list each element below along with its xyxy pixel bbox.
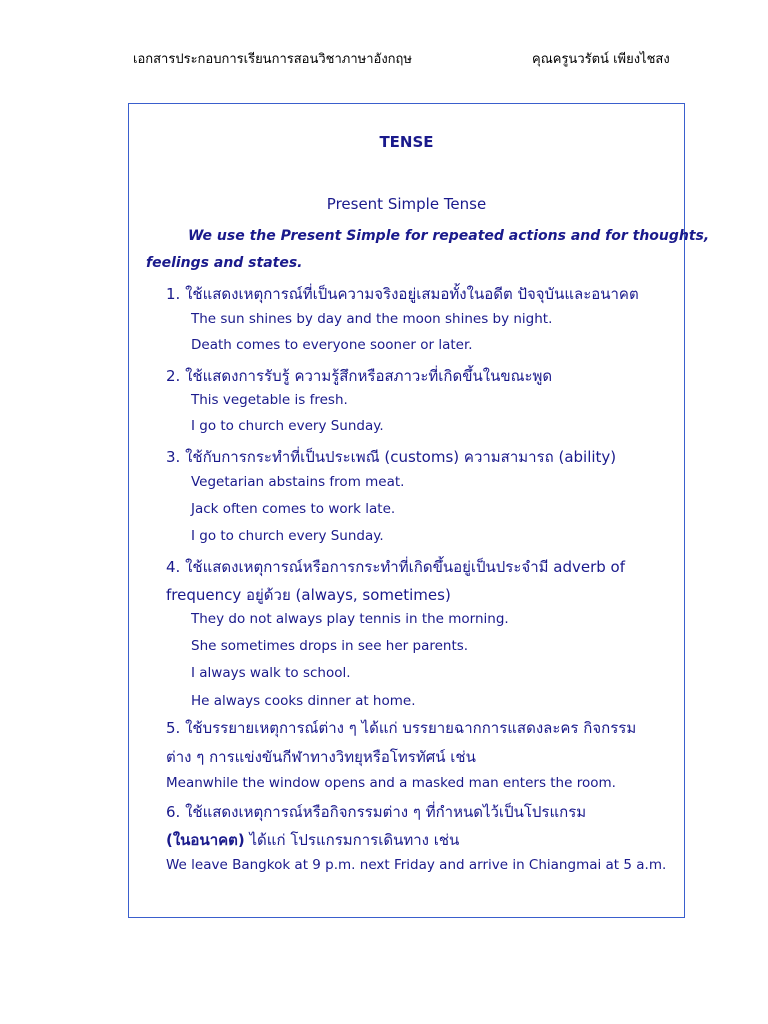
- rule-4-example-4: He always cooks dinner at home.: [191, 693, 416, 709]
- rule-6-line-2: [166, 828, 459, 852]
- rule-3-example-1: Vegetarian abstains from meat.: [191, 474, 405, 490]
- rule-6-future-label: (ในอนาคต): [166, 831, 245, 849]
- rule-4-line-2: frequency อยู่ด้วย (always, sometimes): [166, 586, 451, 604]
- header-course-title: เอกสารประกอบการเรียนการสอนวิชาภาษาอังกฤษ: [133, 52, 412, 67]
- rule-5-example-1: Meanwhile the window opens and a masked man enters the room.: [166, 775, 616, 791]
- rule-6-example-1: We leave Bangkok at 9 p.m. next Friday and arrive in Chiangmai at 5 a.m.: [166, 857, 667, 873]
- rule-4-example-3: I always walk to school.: [191, 665, 351, 681]
- rule-6-line-1: 6. ใช้แสดงเหตุการณ์หรือกิจกรรมต่าง ๆ ที่กำหนดไว้เป็นโปรแกรม: [166, 803, 587, 821]
- rule-2-example-1: This vegetable is fresh.: [191, 392, 348, 408]
- rule-5-line-1: 5. ใช้บรรยายเหตุการณ์ต่าง ๆ ได้แก่ บรรยายฉากการแสดงละคร กิจกรรม: [166, 719, 637, 737]
- page-title: TENSE: [379, 133, 434, 151]
- header-teacher-name: คุณครูนวรัตน์ เพียงไชสง: [532, 52, 670, 67]
- rule-5-line-2: ต่าง ๆ การแข่งขันกีฬาทางวิทยุหรือโทรทัศน์ เช่น: [166, 748, 476, 766]
- rule-4-example-1: They do not always play tennis in the morning.: [191, 611, 509, 627]
- rule-3-example-3: I go to church every Sunday.: [191, 528, 384, 544]
- intro-line-1: We use the Present Simple for repeated actions and for thoughts,: [188, 228, 710, 244]
- rule-4-line-1: 4. ใช้แสดงเหตุการณ์หรือการกระทำที่เกิดขึ้นอยู่เป็นประจำมี adverb of: [166, 558, 626, 576]
- rule-4-example-2: She sometimes drops in see her parents.: [191, 638, 469, 654]
- intro-line-2: feelings and states.: [146, 255, 303, 271]
- rule-1: 1. ใช้แสดงเหตุการณ์ที่เป็นความจริงอยู่เสมอทั้งในอดีต ปัจจุบันและอนาคต: [166, 285, 639, 303]
- rule-2-example-2: I go to church every Sunday.: [191, 418, 384, 434]
- page-subtitle: Present Simple Tense: [326, 195, 487, 213]
- rule-3-example-2: Jack often comes to work late.: [191, 501, 396, 517]
- rule-2: 2. ใช้แสดงการรับรู้ ความรู้สึกหรือสภาวะที่เกิดขึ้นในขณะพูด: [166, 367, 553, 385]
- rule-1-example-1: The sun shines by day and the moon shines by night.: [191, 311, 553, 327]
- rule-1-example-2: Death comes to everyone sooner or later.: [191, 337, 473, 353]
- rule-3: 3. ใช้กับการกระทำที่เป็นประเพณี (customs) ความสามารถ (ability): [166, 448, 617, 466]
- rule-6-line-2-text: ได้แก่ โปรแกรมการเดินทาง เช่น: [244, 831, 460, 849]
